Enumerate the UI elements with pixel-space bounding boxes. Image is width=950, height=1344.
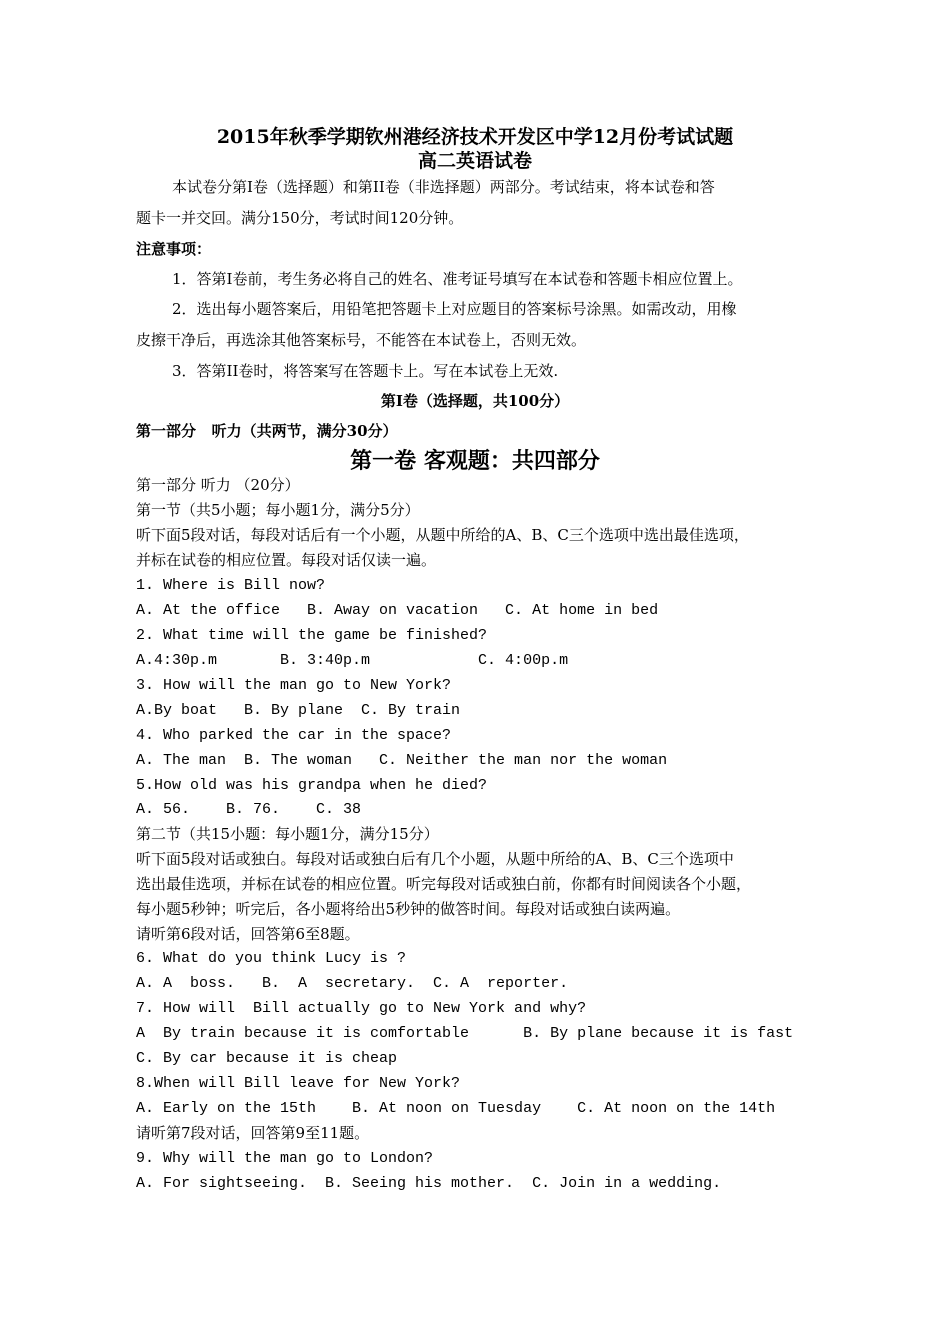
question-4-options: A. The man B. The woman C. Neither the man nor the woman bbox=[136, 752, 668, 769]
dialog-6-prompt: 请听第6段对话，回答第6至8题。 bbox=[136, 925, 360, 943]
question-2: 2. What time will the game be finished? bbox=[136, 627, 488, 644]
exam-subtitle: 高二英语试卷 bbox=[417, 150, 532, 172]
question-6: 6. What do you think Lucy is ? bbox=[136, 950, 407, 967]
section-2-instructions-line-3: 每小题5秒钟；听完后，各小题将给出5秒钟的做答时间。每段对话或独白读两遍。 bbox=[136, 900, 681, 918]
big-section-title: 第一卷 客观题：共四部分 bbox=[350, 448, 600, 474]
part-1-heading: 第一部分 听力（共两节，满分30分） bbox=[136, 422, 398, 440]
intro-line-2: 题卡一并交回。满分150分，考试时间120分钟。 bbox=[136, 209, 464, 227]
question-1: 1. Where is Bill now? bbox=[136, 577, 326, 594]
question-8-options: A. Early on the 15th B. At noon on Tuesday C. At noon on the 14th bbox=[136, 1100, 776, 1117]
question-9: 9. Why will the man go to London? bbox=[136, 1150, 434, 1167]
section-1-instructions-line-1: 听下面5段对话，每段对话后有一个小题，从题中所给的A、B、C三个选项中选出最佳选项， bbox=[136, 526, 749, 544]
question-5-options: A. 56. B. 76. C. 38 bbox=[136, 801, 362, 818]
notes-item-2-line-2: 皮擦干净后，再选涂其他答案标号，不能答在本试卷上，否则无效。 bbox=[136, 331, 587, 349]
volume-1-heading: 第I卷（选择题，共100分） bbox=[380, 392, 570, 410]
question-7-options-line-2: C. By car because it is cheap bbox=[136, 1050, 398, 1067]
question-5: 5.How old was his grandpa when he died? bbox=[136, 777, 488, 794]
question-7: 7. How will Bill actually go to New York and why? bbox=[136, 1000, 587, 1017]
notes-heading: 注意事项： bbox=[136, 240, 212, 258]
notes-item-3: 3．答第II卷时，将答案写在答题卡上。写在本试卷上无效. bbox=[172, 362, 559, 380]
exam-title: 2015年秋季学期钦州港经济技术开发区中学12月份考试试题 bbox=[216, 126, 734, 148]
section-2-instructions-line-2: 选出最佳选项，并标在试卷的相应位置。听完每段对话或独白前，你都有时间阅读各个小题， bbox=[136, 875, 752, 893]
question-4: 4. Who parked the car in the space? bbox=[136, 727, 452, 744]
notes-item-2-line-1: 2．选出每小题答案后，用铅笔把答题卡上对应题目的答案标号涂黑。如需改动，用橡 bbox=[172, 300, 737, 318]
question-7-options-line-1: A By train because it is comfortable B. By plane because it is fast bbox=[136, 1025, 794, 1042]
question-2-options: A.4:30p.m B. 3:40p.m C. 4:00p.m bbox=[136, 652, 569, 669]
question-3: 3. How will the man go to New York? bbox=[136, 677, 452, 694]
section-1-heading: 第一节（共5小题；每小题1分，满分5分） bbox=[136, 501, 420, 519]
section-1-instructions-line-2: 并标在试卷的相应位置。每段对话仅读一遍。 bbox=[136, 551, 437, 569]
dialog-7-prompt: 请听第7段对话，回答第9至11题。 bbox=[136, 1124, 370, 1142]
question-3-options: A.By boat B. By plane C. By train bbox=[136, 702, 461, 719]
question-8: 8.When will Bill leave for New York? bbox=[136, 1075, 461, 1092]
intro-line-1: 本试卷分第I卷（选择题）和第II卷（非选择题）两部分。考试结束，将本试卷和答 bbox=[172, 178, 715, 196]
part-1-subheading: 第一部分 听力 （20分） bbox=[136, 476, 300, 494]
section-2-instructions-line-1: 听下面5段对话或独白。每段对话或独白后有几个小题，从题中所给的A、B、C三个选项中 bbox=[136, 850, 734, 868]
question-6-options: A. A boss. B. A secretary. C. A reporter. bbox=[136, 975, 569, 992]
section-2-heading: 第二节（共15小题：每小题1分，满分15分） bbox=[136, 825, 439, 843]
question-1-options: A. At the office B. Away on vacation C. At home in bed bbox=[136, 602, 659, 619]
notes-item-1: 1．答第I卷前，考生务必将自己的姓名、准考证号填写在本试卷和答题卡相应位置上。 bbox=[172, 270, 743, 288]
question-9-options: A. For sightseeing. B. Seeing his mother. C. Join in a wedding. bbox=[136, 1175, 722, 1192]
